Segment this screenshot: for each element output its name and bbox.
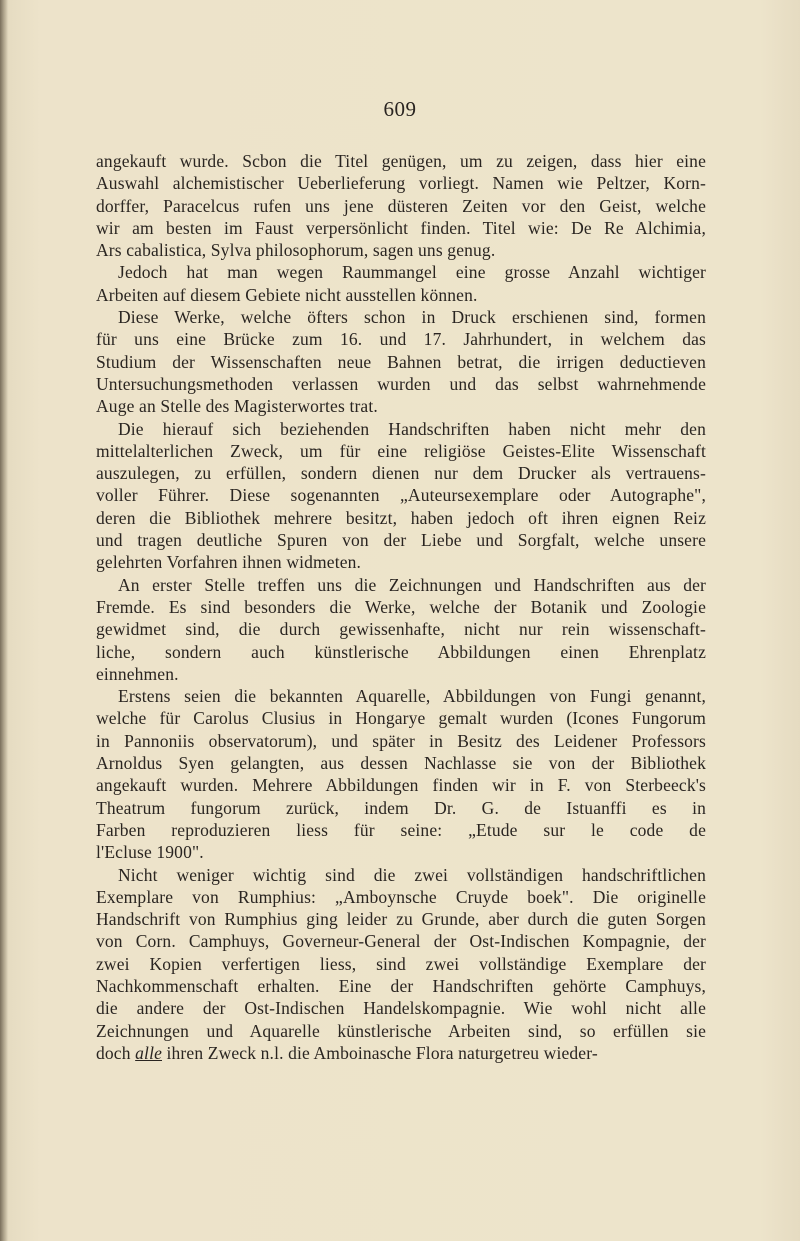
text-line: einnehmen. xyxy=(96,663,179,684)
text-line: Fremde. Es sind besonders die Werke, welche der Botanik und Zoologie xyxy=(96,596,706,617)
text-line: Exemplare von Rumphius: „Amboynsche Cruyde boek". Die originelle xyxy=(96,886,706,907)
text-line: mittelalterlichen Zweck, um für eine religiöse Geistes-Elite Wissenschaft xyxy=(96,440,706,461)
page-number: 609 xyxy=(383,97,417,121)
final-line-emphasis: alle xyxy=(135,1042,162,1063)
text-line: liche, sondern auch künstlerische Abbildungen einen Ehrenplatz xyxy=(96,641,706,662)
text-line: welche für Carolus Clusius in Hongarye gemalt wurden (Icones Fungorum xyxy=(96,708,706,729)
body-text xyxy=(96,150,706,1064)
text-line: Auswahl alchemistischer Ueberlieferung vorliegt. Namen wie Peltzer, Korn- xyxy=(96,173,706,194)
text-line: Arbeiten auf diesem Gebiete nicht ausstellen können. xyxy=(96,284,478,305)
text-line: Jedoch hat man wegen Raummangel eine grosse Anzahl wichtiger xyxy=(118,262,706,283)
text-line: für uns eine Brücke zum 16. und 17. Jahrhundert, in welchem das xyxy=(96,329,706,350)
text-line: deren die Bibliothek mehrere besitzt, haben jedoch oft ihren eignen Reiz xyxy=(96,507,706,528)
text-line: die andere der Ost-Indischen Handelskompagnie. Wie wohl nicht alle xyxy=(96,998,706,1019)
text-line: Studium der Wissenschaften neue Bahnen betrat, die irrigen deductieven xyxy=(96,351,706,372)
text-line: Theatrum fungorum zurück, indem Dr. G. de Istuanffi es in xyxy=(96,797,706,818)
final-line-before: doch xyxy=(96,1042,136,1063)
text-line: gewidmet sind, die durch gewissenhafte, nicht nur rein wissenschaft- xyxy=(96,619,706,640)
text-line: Farben reproduzieren liess für seine: „Etude sur le code de xyxy=(96,819,706,840)
text-line: in Pannoniis observatorum), und später in Besitz des Leidener Professors xyxy=(96,730,706,751)
text-line: zwei Kopien verfertigen liess, sind zwei vollständige Exemplare der xyxy=(96,953,706,974)
text-line: l'Ecluse 1900". xyxy=(96,842,204,863)
text-line: Diese Werke, welche öfters schon in Druck erschienen sind, formen xyxy=(118,307,706,328)
text-line: Ars cabalistica, Sylva philosophorum, sagen uns genug. xyxy=(96,240,496,261)
text-line: An erster Stelle treffen uns die Zeichnungen und Handschriften aus der xyxy=(118,574,706,595)
text-line: und tragen deutliche Spuren von der Liebe und Sorgfalt, welche unsere xyxy=(96,530,706,551)
text-line: Arnoldus Syen gelangten, aus dessen Nachlasse sie von der Bibliothek xyxy=(96,753,706,774)
text-line: Auge an Stelle des Magisterwortes trat. xyxy=(96,396,378,417)
final-line-after: ihren Zweck n.l. die Amboinasche Flora naturgetreu wieder- xyxy=(162,1042,598,1063)
text-line: Handschrift von Rumphius ging leider zu Grunde, aber durch die guten Sorgen xyxy=(96,909,706,930)
text-lines xyxy=(96,150,706,1042)
text-line: Erstens seien die bekannten Aquarelle, Abbildungen von Fungi genannt, xyxy=(118,686,706,707)
text-line: wir am besten im Faust verpersönlicht finden. Titel wie: De Re Alchimia, xyxy=(96,217,706,238)
book-binding-edge xyxy=(0,0,8,1241)
text-line: Nachkommenschaft erhalten. Eine der Handschriften gehörte Camphuys, xyxy=(96,975,706,996)
text-line: Nicht weniger wichtig sind die zwei vollständigen handschriftlichen xyxy=(118,864,706,885)
text-line: angekauft wurden. Mehrere Abbildungen finden wir in F. von Sterbeeck's xyxy=(96,775,706,796)
text-line: angekauft wurde. Scbon die Titel genügen, um zu zeigen, dass hier eine xyxy=(96,151,706,171)
text-line: Zeichnungen und Aquarelle künstlerische Arbeiten sind, so erfüllen sie xyxy=(96,1020,706,1041)
text-line-final xyxy=(96,1042,706,1064)
text-line: Untersuchungsmethoden verlassen wurden und das selbst wahrnehmende xyxy=(96,373,706,394)
text-line: voller Führer. Diese sogenannten „Auteursexemplare oder Autographe", xyxy=(96,485,706,506)
text-line: Die hierauf sich beziehenden Handschriften haben nicht mehr den xyxy=(118,418,706,439)
text-line: auszulegen, zu erfüllen, sondern dienen nur dem Drucker als vertrauens- xyxy=(96,463,706,484)
text-line: dorffer, Paracelcus rufen uns jene düsteren Zeiten vor den Geist, welche xyxy=(96,195,706,216)
text-line: gelehrten Vorfahren ihnen widmeten. xyxy=(96,552,362,573)
text-line: von Corn. Camphuys, Governeur-General der Ost-Indischen Kompagnie, der xyxy=(96,931,706,952)
